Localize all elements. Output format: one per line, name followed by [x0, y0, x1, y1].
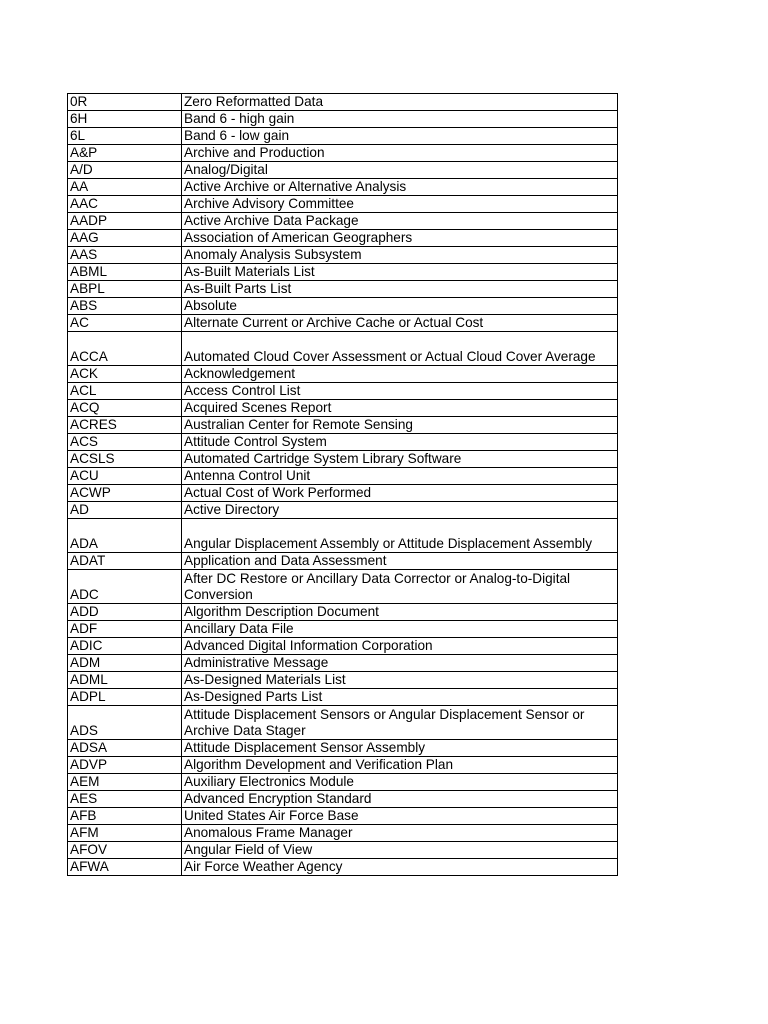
table-row [68, 213, 618, 230]
table-row [68, 298, 618, 315]
table-row [68, 417, 618, 434]
acronym-cell: A&P [68, 145, 182, 162]
definition-cell: Australian Center for Remote Sensing [182, 417, 618, 434]
definition-cell: Angular Displacement Assembly or Attitude Displacement Assembly [182, 519, 618, 553]
table-row [68, 604, 618, 621]
acronym-cell: ACRES [68, 417, 182, 434]
table-row [68, 757, 618, 774]
definition-cell: Archive Advisory Committee [182, 196, 618, 213]
acronym-cell: ABPL [68, 281, 182, 298]
definition-cell: Application and Data Assessment [182, 553, 618, 570]
definition-cell: Administrative Message [182, 655, 618, 672]
definition-cell: Archive and Production [182, 145, 618, 162]
acronym-cell: ACL [68, 383, 182, 400]
table-row [68, 706, 618, 740]
definition-cell: Attitude Displacement Sensor Assembly [182, 740, 618, 757]
definition-cell: Band 6 - low gain [182, 128, 618, 145]
definition-cell: Antenna Control Unit [182, 468, 618, 485]
table-row [68, 179, 618, 196]
definition-cell: Zero Reformatted Data [182, 94, 618, 111]
table-row [68, 842, 618, 859]
table-row [68, 689, 618, 706]
definition-cell: Air Force Weather Agency [182, 859, 618, 876]
table-row [68, 519, 618, 553]
table-row [68, 808, 618, 825]
table-row [68, 400, 618, 417]
table-row [68, 332, 618, 366]
definition-cell: As-Designed Parts List [182, 689, 618, 706]
acronym-cell: AFB [68, 808, 182, 825]
definition-cell: United States Air Force Base [182, 808, 618, 825]
acronym-sheet [67, 93, 617, 876]
definition-cell: Attitude Displacement Sensors or Angular Displacement Sensor or Archive Data Stager [182, 706, 618, 740]
acronym-cell: ADML [68, 672, 182, 689]
acronym-cell: ADIC [68, 638, 182, 655]
definition-cell: Actual Cost of Work Performed [182, 485, 618, 502]
acronym-cell: AAC [68, 196, 182, 213]
acronym-cell: ACQ [68, 400, 182, 417]
table-row [68, 553, 618, 570]
table-row [68, 451, 618, 468]
table-row [68, 111, 618, 128]
definition-cell: Analog/Digital [182, 162, 618, 179]
definition-cell: Acquired Scenes Report [182, 400, 618, 417]
acronym-cell: ADC [68, 570, 182, 604]
acronym-cell: 6L [68, 128, 182, 145]
acronym-cell: ACWP [68, 485, 182, 502]
acronym-cell: A/D [68, 162, 182, 179]
definition-cell: Attitude Control System [182, 434, 618, 451]
table-row [68, 264, 618, 281]
table-row [68, 468, 618, 485]
table-row [68, 145, 618, 162]
definition-cell: Access Control List [182, 383, 618, 400]
acronym-cell: ADSA [68, 740, 182, 757]
definition-cell: Ancillary Data File [182, 621, 618, 638]
definition-cell: Automated Cloud Cover Assessment or Actual Cloud Cover Average [182, 332, 618, 366]
definition-cell: Auxiliary Electronics Module [182, 774, 618, 791]
definition-cell: Algorithm Description Document [182, 604, 618, 621]
acronym-cell: ACK [68, 366, 182, 383]
table-row [68, 791, 618, 808]
table-row [68, 672, 618, 689]
table-row [68, 570, 618, 604]
table-row [68, 621, 618, 638]
acronym-table-body [68, 94, 618, 876]
acronym-cell: ABML [68, 264, 182, 281]
acronym-cell: ADM [68, 655, 182, 672]
acronym-cell: ABS [68, 298, 182, 315]
acronym-cell: ADPL [68, 689, 182, 706]
acronym-cell: AC [68, 315, 182, 332]
table-row [68, 859, 618, 876]
definition-cell: As-Designed Materials List [182, 672, 618, 689]
definition-cell: Anomaly Analysis Subsystem [182, 247, 618, 264]
table-row [68, 94, 618, 111]
definition-cell: Active Archive or Alternative Analysis [182, 179, 618, 196]
acronym-cell: ADF [68, 621, 182, 638]
definition-cell: As-Built Materials List [182, 264, 618, 281]
definition-cell: As-Built Parts List [182, 281, 618, 298]
acronym-cell: AADP [68, 213, 182, 230]
acronym-cell: 0R [68, 94, 182, 111]
acronym-cell: AA [68, 179, 182, 196]
acronym-cell: AAS [68, 247, 182, 264]
definition-cell: Alternate Current or Archive Cache or Actual Cost [182, 315, 618, 332]
table-row [68, 315, 618, 332]
acronym-cell: ADVP [68, 757, 182, 774]
table-row [68, 740, 618, 757]
table-row [68, 655, 618, 672]
acronym-cell: ADD [68, 604, 182, 621]
table-row [68, 434, 618, 451]
table-row [68, 128, 618, 145]
acronym-cell: ADAT [68, 553, 182, 570]
definition-cell: Association of American Geographers [182, 230, 618, 247]
table-row [68, 281, 618, 298]
table-row [68, 196, 618, 213]
table-row [68, 485, 618, 502]
acronym-cell: AES [68, 791, 182, 808]
table-row [68, 638, 618, 655]
table-row [68, 774, 618, 791]
acronym-cell: ACS [68, 434, 182, 451]
definition-cell: Band 6 - high gain [182, 111, 618, 128]
definition-cell: Automated Cartridge System Library Software [182, 451, 618, 468]
table-row [68, 825, 618, 842]
acronym-table [67, 93, 618, 876]
table-row [68, 502, 618, 519]
table-row [68, 162, 618, 179]
acronym-cell: AFWA [68, 859, 182, 876]
acronym-cell: ADS [68, 706, 182, 740]
definition-cell: Advanced Encryption Standard [182, 791, 618, 808]
definition-cell: Angular Field of View [182, 842, 618, 859]
acronym-cell: AAG [68, 230, 182, 247]
acronym-cell: ADA [68, 519, 182, 553]
acronym-cell: AD [68, 502, 182, 519]
definition-cell: Active Archive Data Package [182, 213, 618, 230]
definition-cell: Advanced Digital Information Corporation [182, 638, 618, 655]
acronym-cell: 6H [68, 111, 182, 128]
acronym-cell: ACCA [68, 332, 182, 366]
acronym-cell: AFM [68, 825, 182, 842]
definition-cell: After DC Restore or Ancillary Data Corrector or Analog-to-Digital Conversion [182, 570, 618, 604]
definition-cell: Algorithm Development and Verification Plan [182, 757, 618, 774]
table-row [68, 247, 618, 264]
table-row [68, 383, 618, 400]
acronym-cell: AFOV [68, 842, 182, 859]
acronym-cell: ACU [68, 468, 182, 485]
table-row [68, 230, 618, 247]
acronym-cell: ACSLS [68, 451, 182, 468]
acronym-cell: AEM [68, 774, 182, 791]
definition-cell: Active Directory [182, 502, 618, 519]
definition-cell: Acknowledgement [182, 366, 618, 383]
definition-cell: Absolute [182, 298, 618, 315]
definition-cell: Anomalous Frame Manager [182, 825, 618, 842]
table-row [68, 366, 618, 383]
